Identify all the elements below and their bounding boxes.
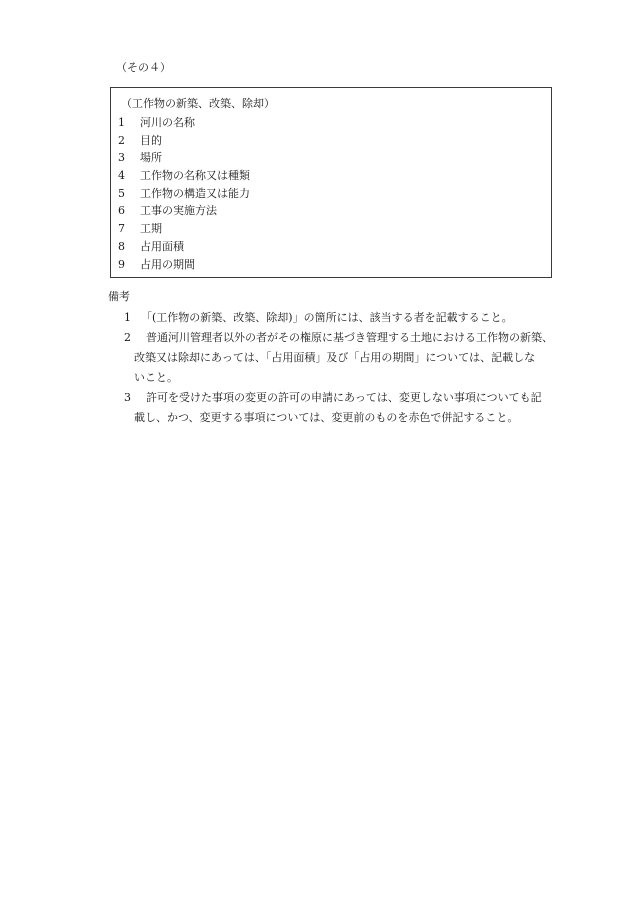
list-item — [118, 238, 250, 256]
item-label: 工作物の構造又は能力 — [140, 186, 250, 200]
item-label: 占用面積 — [140, 239, 184, 253]
list-item — [118, 114, 250, 132]
list-item — [118, 167, 250, 185]
note-line: 改築又は除却にあっては、「占用面積」及び「占用の期間」については、記載しな — [134, 351, 536, 364]
note-number: 2 — [124, 331, 131, 344]
list-item — [118, 256, 250, 274]
item-label: 河川の名称 — [140, 116, 195, 129]
item-label: 工作物の名称又は種類 — [140, 169, 250, 183]
remarks-heading: 備考 — [108, 290, 130, 303]
item-number: 7 — [118, 222, 125, 236]
note-number: 3 — [124, 391, 131, 404]
list-item — [118, 132, 250, 150]
item-number: 9 — [118, 257, 125, 271]
item-number: 2 — [118, 133, 125, 147]
box-title: （工作物の新築、改築、除却） — [121, 97, 275, 110]
note-line: いこと。 — [134, 371, 178, 384]
item-label: 場所 — [140, 151, 162, 165]
list-item — [118, 149, 250, 167]
note-line: 普通河川管理者以外の者がその権原に基づき管理する土地における工作物の新築、 — [146, 331, 553, 344]
item-label: 工事の実施方法 — [140, 204, 217, 218]
note-number: 1 — [124, 311, 131, 324]
item-number: 3 — [118, 151, 125, 165]
item-list — [118, 114, 250, 273]
page-heading: （その４） — [116, 61, 171, 74]
item-number: 8 — [118, 239, 125, 253]
item-number: 1 — [118, 116, 125, 129]
list-item — [118, 220, 250, 238]
form-box — [110, 87, 552, 278]
item-number: 5 — [118, 186, 125, 200]
note-line: 許可を受けた事項の変更の許可の申請にあっては、変更しない事項についても記 — [146, 391, 542, 404]
note-line: 載し、かつ、変更する事項については、変更前のものを赤色で併記すること。 — [134, 411, 519, 424]
note-line: 「(工作物の新築、改築、除却)」の箇所には、該当する者を記載すること。 — [141, 311, 513, 324]
item-label: 工期 — [140, 222, 162, 236]
item-number: 6 — [118, 204, 125, 218]
item-label: 目的 — [140, 133, 162, 147]
item-label: 占用の期間 — [140, 257, 195, 271]
item-number: 4 — [118, 169, 125, 183]
list-item — [118, 202, 250, 220]
list-item — [118, 185, 250, 203]
